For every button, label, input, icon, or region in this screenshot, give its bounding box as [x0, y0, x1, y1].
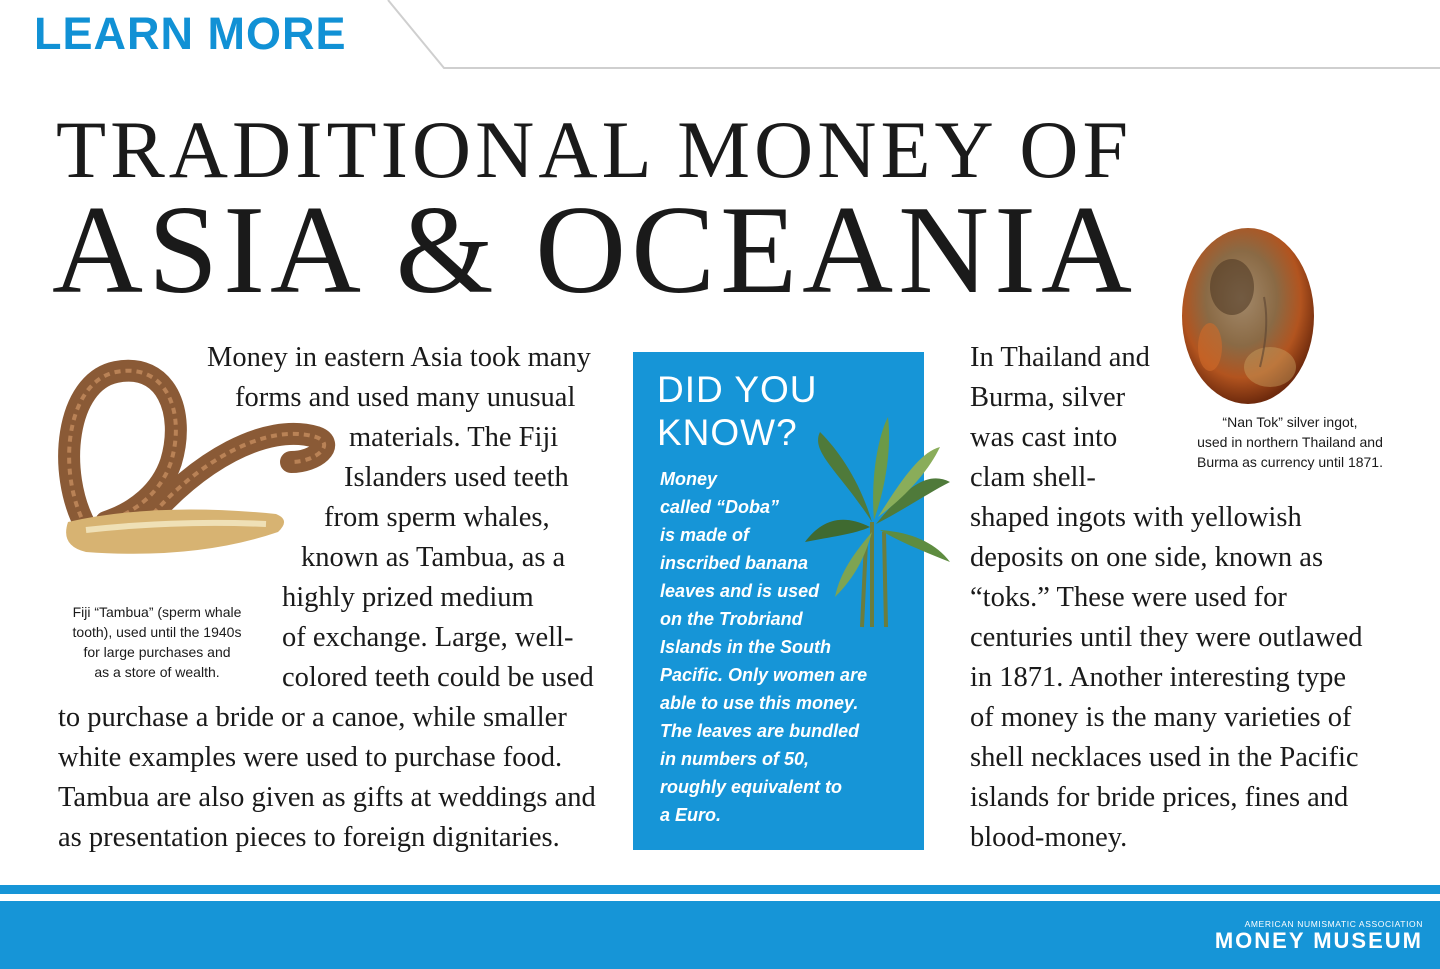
body-line: in 1871. Another interesting type — [970, 662, 1346, 693]
body-line: from sperm whales, — [324, 502, 550, 533]
dyk-line: roughly equivalent to — [660, 777, 843, 797]
body-line: materials. The Fiji — [349, 422, 559, 453]
body-line: to purchase a bride or a canoe, while smaller — [58, 702, 567, 733]
caption-line: for large purchases and — [83, 644, 231, 660]
dyk-line: in numbers of 50, — [660, 749, 810, 769]
body-line: shell necklaces used in the Pacific — [970, 742, 1359, 773]
body-line: centuries until they were outlawed — [970, 622, 1363, 653]
body-line: deposits on one side, known as — [970, 542, 1324, 573]
body-line: highly prized medium — [282, 582, 534, 613]
caption-line: “Nan Tok” silver ingot, — [1222, 414, 1358, 430]
title-line: KNOW? — [657, 412, 798, 453]
learn-more-tab[interactable]: LEARN MORE — [34, 8, 347, 59]
body-line: In Thailand and — [970, 342, 1150, 373]
body-line: colored teeth could be used — [282, 662, 594, 693]
dyk-line: able to use this money. — [660, 693, 859, 713]
body-line: Burma, silver — [970, 382, 1126, 413]
dyk-line: Money — [660, 469, 718, 489]
dyk-line: Pacific. Only women are — [660, 665, 868, 685]
footer-org-name: AMERICAN NUMISMATIC ASSOCIATION — [1244, 919, 1423, 929]
caption-line: Fiji “Tambua” (sperm whale — [72, 604, 242, 620]
dyk-line: inscribed banana — [660, 553, 809, 573]
footer-stripe — [0, 885, 1440, 894]
dyk-line: a Euro. — [660, 805, 722, 825]
dyk-line: leaves and is used — [660, 581, 820, 601]
page-title-line1: TRADITIONAL MONEY OF — [56, 104, 1133, 195]
body-line: of exchange. Large, well- — [282, 622, 574, 653]
body-line: as presentation pieces to foreign dignitaries. — [58, 822, 560, 853]
dyk-line: is made of — [660, 525, 750, 545]
body-line: white examples were used to purchase food. — [58, 742, 563, 773]
tambua-caption — [52, 602, 262, 682]
dyk-line: The leaves are bundled — [660, 721, 860, 741]
title-line: DID YOU — [657, 369, 818, 410]
body-line: of money is the many varieties of — [970, 702, 1352, 733]
caption-line: tooth), used until the 1940s — [72, 624, 242, 640]
dyk-line: called “Doba” — [660, 497, 780, 517]
footer-museum-logo[interactable]: MONEY MUSEUM — [1214, 928, 1423, 953]
body-line: clam shell- — [970, 462, 1096, 493]
caption-line: as a store of wealth. — [94, 664, 220, 680]
dyk-line: on the Trobriand — [660, 609, 803, 629]
body-line: blood-money. — [970, 822, 1128, 853]
did-you-know-title — [657, 368, 818, 454]
page-title-line2: ASIA & OCEANIA — [52, 181, 1138, 320]
banana-plant-image — [800, 412, 960, 632]
body-line: islands for bride prices, fines and — [970, 782, 1349, 813]
body-line: Money in eastern Asia took many — [207, 342, 591, 373]
body-line: Islanders used teeth — [344, 462, 569, 493]
caption-line: used in northern Thailand and — [1197, 434, 1383, 450]
nan-tok-caption — [1177, 412, 1403, 472]
body-line: forms and used many unusual — [235, 382, 576, 413]
nan-tok-ingot-image — [1180, 227, 1316, 407]
body-line: Tambua are also given as gifts at weddings and — [58, 782, 596, 813]
body-line: “toks.” These were used for — [970, 582, 1287, 613]
dyk-line: Islands in the South — [660, 637, 832, 657]
body-line: was cast into — [970, 422, 1118, 453]
body-line: shaped ingots with yellowish — [970, 502, 1302, 533]
caption-line: Burma as currency until 1871. — [1197, 454, 1383, 470]
body-line: known as Tambua, as a — [301, 542, 566, 573]
